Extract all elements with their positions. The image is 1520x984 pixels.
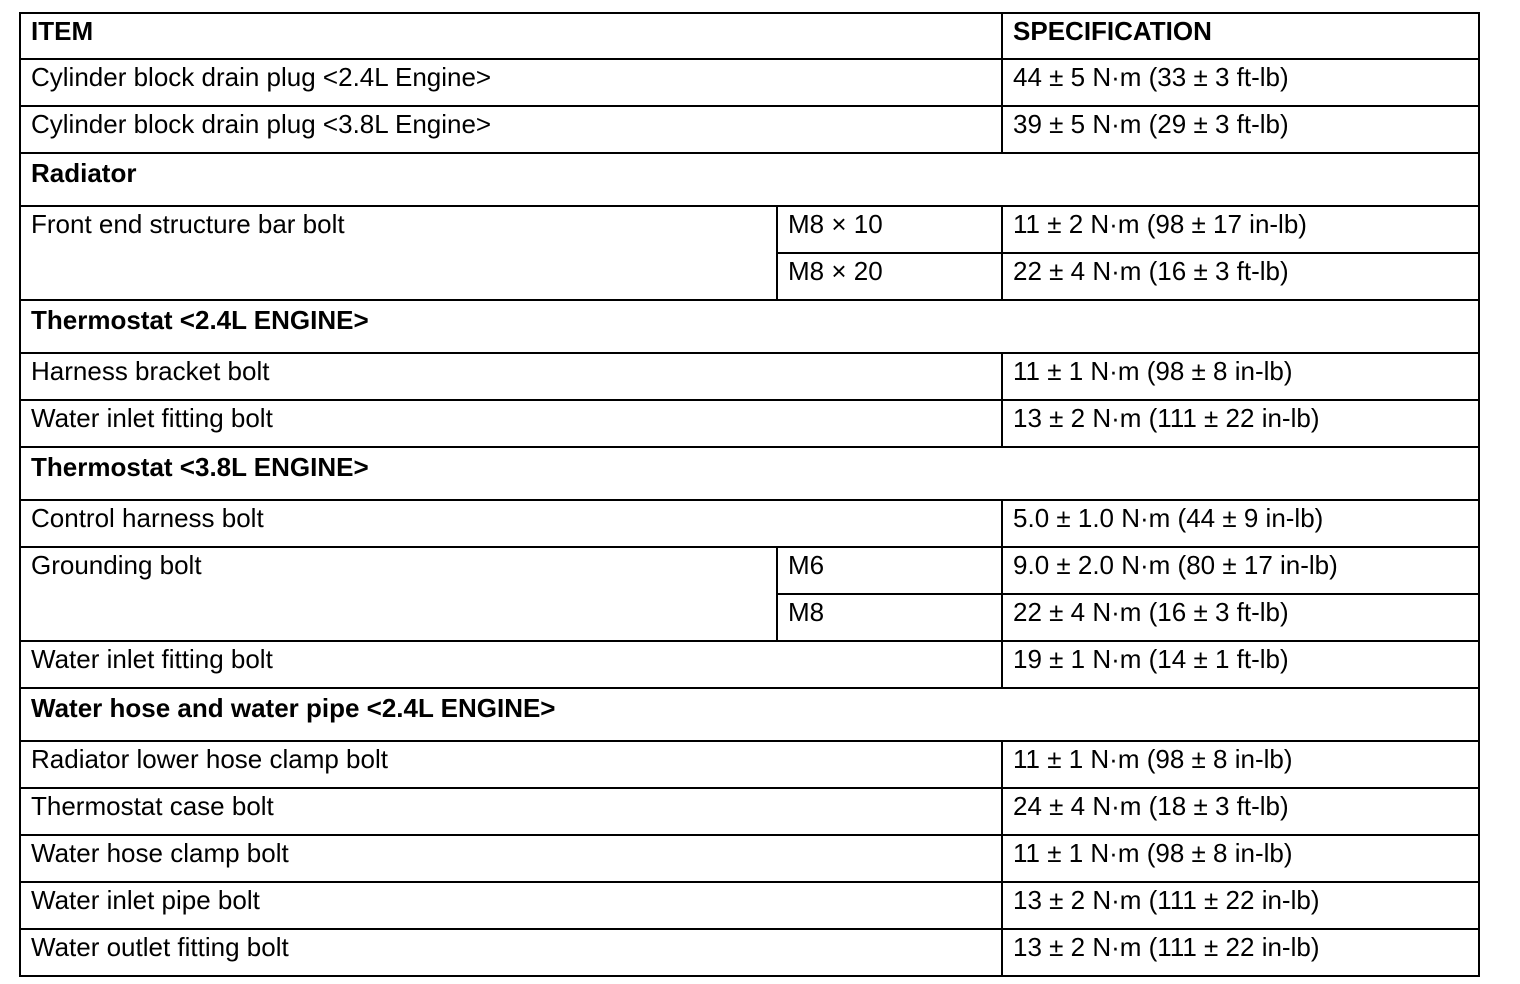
header-specification: SPECIFICATION bbox=[1002, 13, 1479, 59]
table-row bbox=[20, 59, 1479, 106]
table-row bbox=[20, 788, 1479, 835]
item-cell: Water inlet pipe bolt bbox=[20, 882, 1002, 929]
section-row bbox=[20, 153, 1479, 206]
table-row bbox=[20, 641, 1479, 688]
spec-cell: 13 ± 2 N·m (111 ± 22 in-lb) bbox=[1002, 882, 1479, 929]
item-cell: Water outlet fitting bolt bbox=[20, 929, 1002, 976]
size-cell: M8 × 10 bbox=[777, 206, 1002, 253]
table-row bbox=[20, 547, 1479, 594]
section-row bbox=[20, 447, 1479, 500]
item-cell: Cylinder block drain plug <2.4L Engine> bbox=[20, 59, 1002, 106]
item-cell: Water inlet fitting bolt bbox=[20, 400, 1002, 447]
spec-cell: 11 ± 1 N·m (98 ± 8 in-lb) bbox=[1002, 741, 1479, 788]
spec-cell: 13 ± 2 N·m (111 ± 22 in-lb) bbox=[1002, 400, 1479, 447]
table-row bbox=[20, 500, 1479, 547]
item-cell: Radiator lower hose clamp bolt bbox=[20, 741, 1002, 788]
item-cell: Front end structure bar bolt bbox=[20, 206, 777, 300]
item-cell: Water hose clamp bolt bbox=[20, 835, 1002, 882]
table-row bbox=[20, 106, 1479, 153]
section-title: Radiator bbox=[20, 153, 1479, 206]
spec-cell: 22 ± 4 N·m (16 ± 3 ft-lb) bbox=[1002, 594, 1479, 641]
table-row bbox=[20, 835, 1479, 882]
spec-cell: 22 ± 4 N·m (16 ± 3 ft-lb) bbox=[1002, 253, 1479, 300]
spec-cell: 13 ± 2 N·m (111 ± 22 in-lb) bbox=[1002, 929, 1479, 976]
torque-spec-table bbox=[19, 12, 1480, 977]
table-header-row bbox=[20, 13, 1479, 59]
item-cell: Grounding bolt bbox=[20, 547, 777, 641]
size-cell: M8 × 20 bbox=[777, 253, 1002, 300]
item-cell: Water inlet fitting bolt bbox=[20, 641, 1002, 688]
header-item: ITEM bbox=[20, 13, 1002, 59]
item-cell: Control harness bolt bbox=[20, 500, 1002, 547]
spec-cell: 9.0 ± 2.0 N·m (80 ± 17 in-lb) bbox=[1002, 547, 1479, 594]
size-cell: M8 bbox=[777, 594, 1002, 641]
spec-cell: 39 ± 5 N·m (29 ± 3 ft-lb) bbox=[1002, 106, 1479, 153]
table-row bbox=[20, 882, 1479, 929]
spec-cell: 5.0 ± 1.0 N·m (44 ± 9 in-lb) bbox=[1002, 500, 1479, 547]
section-title: Thermostat <3.8L ENGINE> bbox=[20, 447, 1479, 500]
table-row bbox=[20, 400, 1479, 447]
section-row bbox=[20, 688, 1479, 741]
spec-cell: 19 ± 1 N·m (14 ± 1 ft-lb) bbox=[1002, 641, 1479, 688]
spec-cell: 44 ± 5 N·m (33 ± 3 ft-lb) bbox=[1002, 59, 1479, 106]
table-row bbox=[20, 353, 1479, 400]
spec-cell: 11 ± 1 N·m (98 ± 8 in-lb) bbox=[1002, 835, 1479, 882]
item-cell: Thermostat case bolt bbox=[20, 788, 1002, 835]
spec-cell: 24 ± 4 N·m (18 ± 3 ft-lb) bbox=[1002, 788, 1479, 835]
section-title: Water hose and water pipe <2.4L ENGINE> bbox=[20, 688, 1479, 741]
item-cell: Cylinder block drain plug <3.8L Engine> bbox=[20, 106, 1002, 153]
spec-cell: 11 ± 2 N·m (98 ± 17 in-lb) bbox=[1002, 206, 1479, 253]
table-row bbox=[20, 741, 1479, 788]
section-title: Thermostat <2.4L ENGINE> bbox=[20, 300, 1479, 353]
size-cell: M6 bbox=[777, 547, 1002, 594]
section-row bbox=[20, 300, 1479, 353]
table-row bbox=[20, 929, 1479, 976]
item-cell: Harness bracket bolt bbox=[20, 353, 1002, 400]
table-row bbox=[20, 206, 1479, 253]
spec-cell: 11 ± 1 N·m (98 ± 8 in-lb) bbox=[1002, 353, 1479, 400]
